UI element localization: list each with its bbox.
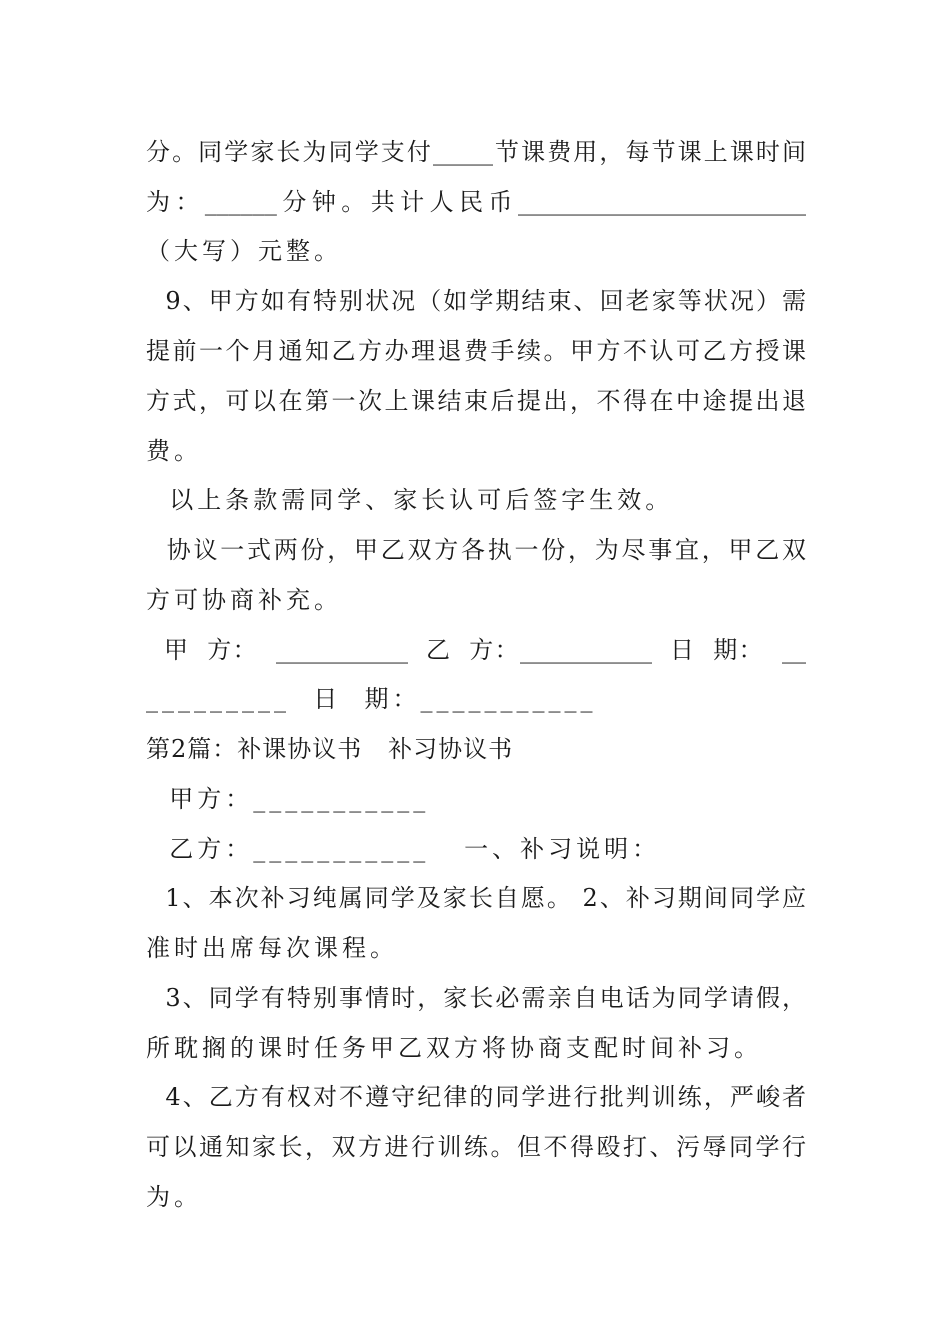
text-line: 方可协商补充。 — [146, 586, 342, 614]
text-line: 准时出席每次课程。 — [146, 934, 398, 962]
text-line: 提前一个月通知乙方办理退费手续。甲方不认可乙方授课 — [146, 337, 806, 365]
text-line: 以上条款需同学、家长认可后签字生效。 — [146, 486, 674, 514]
text-line: 4、乙方有权对不遵守纪律的同学进行批判训练，严峻者 — [146, 1083, 806, 1111]
text-line: 所耽搁的课时任务甲乙双方将协商支配时间补习。 — [146, 1034, 762, 1062]
text-line: 为：______分钟。共计人民币________________________ — [146, 188, 806, 216]
party-b-line: 乙方：___________ 一、补习说明： — [146, 835, 661, 863]
text-line: 可以通知家长，双方进行训练。但不得殴打、污辱同学行 — [146, 1133, 806, 1161]
text-line: 1、本次补习纯属同学及家长自愿。 2、补习期间同学应 — [146, 884, 806, 912]
text-line: 协议一式两份，甲乙双方各执一份，为尽事宜，甲乙双 — [146, 536, 806, 564]
text-line: 9、甲方如有特别状况（如学期结束、回老家等状况）需 — [146, 287, 806, 315]
section-heading: 第2篇：补课协议书 补习协议书 — [146, 735, 514, 763]
text-line: 为。 — [146, 1183, 202, 1211]
text-line: 费。 — [146, 437, 202, 465]
text-line: 方式，可以在第一次上课结束后提出，不得在中途提出退 — [146, 387, 806, 415]
signature-line: 甲 方： ___________ 乙 方：___________ 日 期： __ — [146, 636, 806, 664]
signature-line: _________ 日 期：___________ — [146, 685, 597, 713]
text-line: 分。同学家长为同学支付_____节课费用，每节课上课时间 — [146, 138, 806, 166]
text-line: 3、同学有特别事情时，家长必需亲自电话为同学请假， — [146, 984, 806, 1012]
party-a-line: 甲方：___________ — [146, 785, 430, 813]
text-line: （大写）元整。 — [146, 237, 342, 265]
